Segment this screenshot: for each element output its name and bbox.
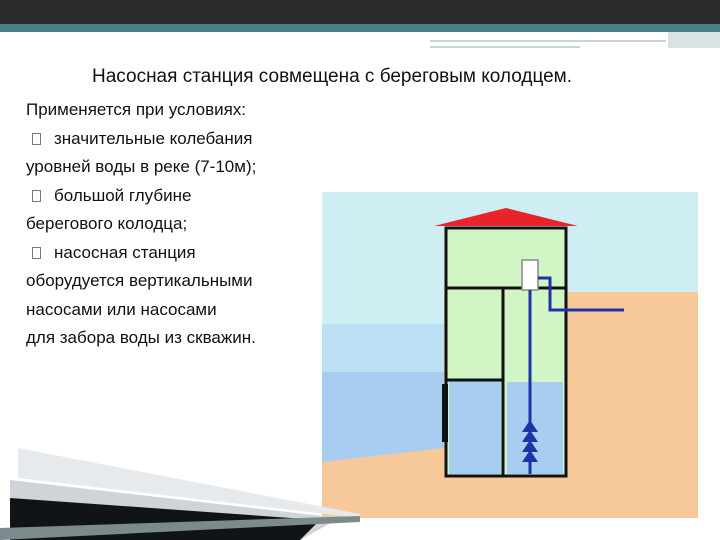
pump-motor <box>522 260 538 290</box>
square-bullet-icon <box>32 190 41 202</box>
bullet-line <box>26 239 316 268</box>
square-bullet-icon <box>32 133 41 145</box>
text-line: берегового колодца; <box>26 214 188 233</box>
bullet-line <box>26 182 316 211</box>
bullet-line <box>26 125 316 154</box>
decorative-line <box>430 46 580 48</box>
bullet-text: большой глубине <box>54 185 192 205</box>
slide-title: Насосная станция совмещена с береговым колодцем. <box>92 66 573 87</box>
text-line: насосами или насосами <box>26 299 217 319</box>
bullet-text: насосная станция <box>54 242 196 262</box>
slide-accent-bar <box>0 24 720 32</box>
decorative-bottom-stripes <box>0 440 360 540</box>
slide-top-bar <box>0 0 720 24</box>
intake-screen <box>442 384 448 442</box>
text-line: уровней воды в реке (7-10м); <box>26 157 257 176</box>
text-line: Применяется при условиях: <box>26 100 247 119</box>
intake-chamber-water <box>449 380 501 474</box>
decorative-block <box>668 32 720 48</box>
square-bullet-icon <box>32 247 41 259</box>
pump-station-illustration <box>322 192 698 518</box>
slide-body-text <box>26 96 316 353</box>
text-line: для забора воды из скважин. <box>26 328 256 347</box>
river-water-surface <box>322 324 452 372</box>
decorative-line <box>430 40 666 42</box>
text-line: оборудуется вертикальными <box>26 271 253 290</box>
bullet-text: значительные колебания <box>54 128 253 148</box>
